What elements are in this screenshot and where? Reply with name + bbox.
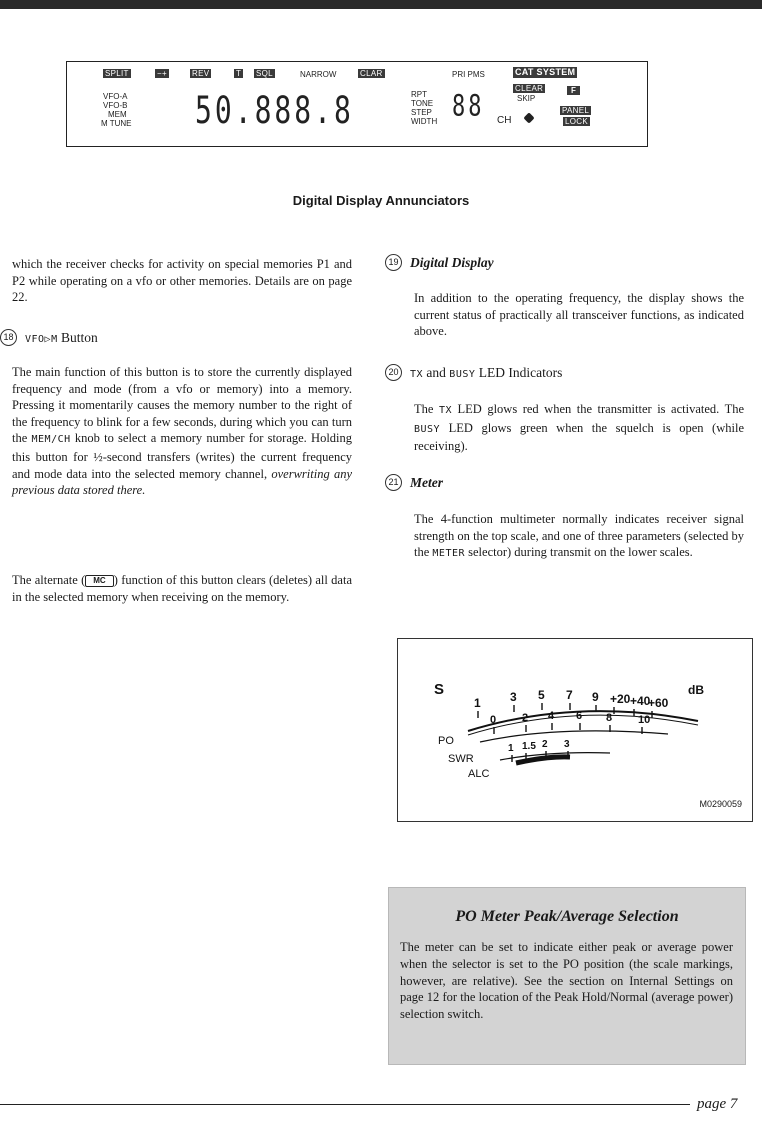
digital-display-description xyxy=(414,290,744,340)
cat-system-indicator: CAT SYSTEM xyxy=(515,67,576,77)
sql-indicator: SQL xyxy=(256,69,273,78)
width-label: WIDTH xyxy=(411,117,438,126)
s-scale-tick-label: 3 xyxy=(510,690,517,704)
tone-t-indicator: T xyxy=(236,69,242,78)
clear-indicator: CLEAR xyxy=(515,84,544,93)
po-scale-tick-label: 8 xyxy=(606,712,613,724)
heading-20-and: and xyxy=(426,364,446,380)
po-meter-note-box xyxy=(388,887,746,1065)
vfo-a-label: VFO-A xyxy=(103,92,128,101)
item-number-18: 18 xyxy=(0,329,17,346)
vfo-m-text-b: knob to select a memory number for storage. Holding this button for ½-second transfers (writes) the current frequency and mode data into the selected memory channel, xyxy=(12,431,353,481)
po-scale-tick-label: 6 xyxy=(576,710,583,722)
s-scale-arc-inner xyxy=(468,715,698,735)
footer-rule xyxy=(0,1104,690,1105)
meter-text-a: The 4-function multimeter normally indicates receiver signal strength on the top scale, and one of three parameters (selected by the xyxy=(414,512,744,560)
s-scale-tick-label: 7 xyxy=(566,688,573,702)
ch-label: CH xyxy=(497,115,512,126)
led-text-a: The xyxy=(414,402,434,416)
heading-20-rest: LED Indicators xyxy=(478,364,563,380)
s-scale-tick-label: 5 xyxy=(538,688,545,702)
pri-pms-label: PRI PMS xyxy=(452,70,485,79)
heading-19-title: Digital Display xyxy=(410,254,494,270)
page-number: page 7 xyxy=(697,1096,738,1112)
item-number-21: 21 xyxy=(385,474,402,491)
mem-ch-key-label: MEM/CH xyxy=(31,434,71,446)
busy-dot-icon xyxy=(523,112,534,123)
frequency-digits: 50.888.8 xyxy=(195,88,354,133)
po-scale-arc xyxy=(480,731,668,742)
note-title: PO Meter Peak/Average Selection xyxy=(455,908,679,925)
figure-caption: Digital Display Annunciators xyxy=(292,193,470,208)
meter-scale-graphic xyxy=(398,639,752,821)
swr-scale-tick-label: 3 xyxy=(564,739,570,750)
skip-label: SKIP xyxy=(517,94,536,103)
split-indicator: SPLIT xyxy=(105,69,129,78)
top-edge-bar xyxy=(0,0,762,9)
swr-scale-tick-label: 2 xyxy=(542,739,548,750)
vfo-m-description xyxy=(12,364,352,499)
meter-description xyxy=(414,511,744,563)
m-tune-label: M TUNE xyxy=(101,119,132,128)
tx-inline-label: TX xyxy=(438,405,452,416)
panel-indicator: PANEL xyxy=(562,106,590,115)
vfo-m-text-a: The main function of this button is to store the currently displayed frequency and mode (from a vfo or memory) into a memory. Pressing it momentarily causes the memory number to the right of the frequency to blink for a few seconds, during which you can turn the xyxy=(12,365,352,446)
mc-text-b: ) function of this button clears (deletes) all data in the selected memory when receiving on the memory. xyxy=(12,573,352,604)
left-intro-paragraph xyxy=(12,256,352,306)
meter-s-label: S xyxy=(434,681,445,698)
swr-scale-tick-label: 1 xyxy=(508,743,514,754)
vfo-m-text-italic: overwriting any previous data stored there. xyxy=(12,466,352,498)
narrow-label: NARROW xyxy=(300,70,337,79)
rev-indicator: REV xyxy=(192,69,210,78)
meter-db-label: dB xyxy=(688,683,704,697)
meter-text-b: selector) during transmit on the lower scales. xyxy=(468,545,693,560)
meter-alc-label: ALC xyxy=(468,768,490,780)
note-body: The meter can be set to indicate either peak or average power when the selector is set to the PO position (the scale markings, however, are relative). See the section on Internal Settings on page 12 for the location of the Peak Hold/Normal (average power) selection switch. xyxy=(400,940,733,1022)
intro-text: which the receiver checks for activity on special memories P1 and P2 while operating on a vfo or other memories. Details are on page 22. xyxy=(12,257,352,305)
clar-indicator: CLAR xyxy=(360,69,383,78)
digital-display-text: In addition to the operating frequency, the display shows the current status of practically all transceiver functions, as indicated above. xyxy=(414,291,744,339)
s-scale-tick-label: 1 xyxy=(474,696,481,710)
heading-18 xyxy=(0,329,98,346)
po-scale-tick-label: 2 xyxy=(522,712,529,724)
s-scale-tick-label: +60 xyxy=(648,696,669,710)
meter-illustration xyxy=(397,638,753,822)
busy-inline-label: BUSY xyxy=(414,423,441,435)
meter-key-label: METER xyxy=(432,548,466,560)
heading-19 xyxy=(385,254,494,271)
heading-18-rest: Button xyxy=(60,329,98,345)
mc-text-a: The alternate ( xyxy=(12,573,86,587)
meter-swr-label: SWR xyxy=(448,753,474,765)
po-scale-tick-label: 10 xyxy=(638,714,651,726)
heading-21 xyxy=(385,474,443,491)
lock-indicator: LOCK xyxy=(565,117,588,126)
mem-label: MEM xyxy=(108,110,127,119)
channel-digits: 88 xyxy=(452,90,485,124)
heading-21-title: Meter xyxy=(410,474,443,490)
figure-code: M0290059 xyxy=(699,799,742,809)
item-number-19: 19 xyxy=(385,254,402,271)
rpt-label: RPT xyxy=(411,90,427,99)
heading-20 xyxy=(385,364,562,381)
mc-description xyxy=(12,572,352,605)
swr-scale-tick-label: 1.5 xyxy=(522,741,536,752)
offset-indicator: −+ xyxy=(157,69,167,78)
meter-po-label: PO xyxy=(438,735,454,747)
s-scale-arc xyxy=(468,711,698,731)
busy-key-label: BUSY xyxy=(449,368,476,380)
vfo-b-label: VFO-B xyxy=(103,101,128,110)
mc-key-label: MC xyxy=(85,575,113,587)
led-text-b: LED glows red when the transmitter is activated. The xyxy=(457,402,745,416)
tx-key-label: TX xyxy=(410,368,424,380)
f-indicator: F xyxy=(567,86,580,95)
po-scale-tick-label: 4 xyxy=(548,710,555,722)
tone-label: TONE xyxy=(411,99,434,108)
led-text-c: LED glows green when the squelch is open (while receiving). xyxy=(414,420,744,454)
s-scale-tick-label: 9 xyxy=(592,690,599,704)
po-scale-tick-label: 0 xyxy=(490,714,497,726)
s-scale-tick-label: +20 xyxy=(610,692,631,706)
step-label: STEP xyxy=(411,108,432,117)
vfo-m-key-label: VFO▷M xyxy=(25,333,58,345)
lcd-display-panel xyxy=(66,61,648,147)
led-description xyxy=(414,401,744,455)
item-number-20: 20 xyxy=(385,364,402,381)
alc-zone-bar xyxy=(516,757,570,763)
s-scale-tick-label: +40 xyxy=(630,694,651,708)
